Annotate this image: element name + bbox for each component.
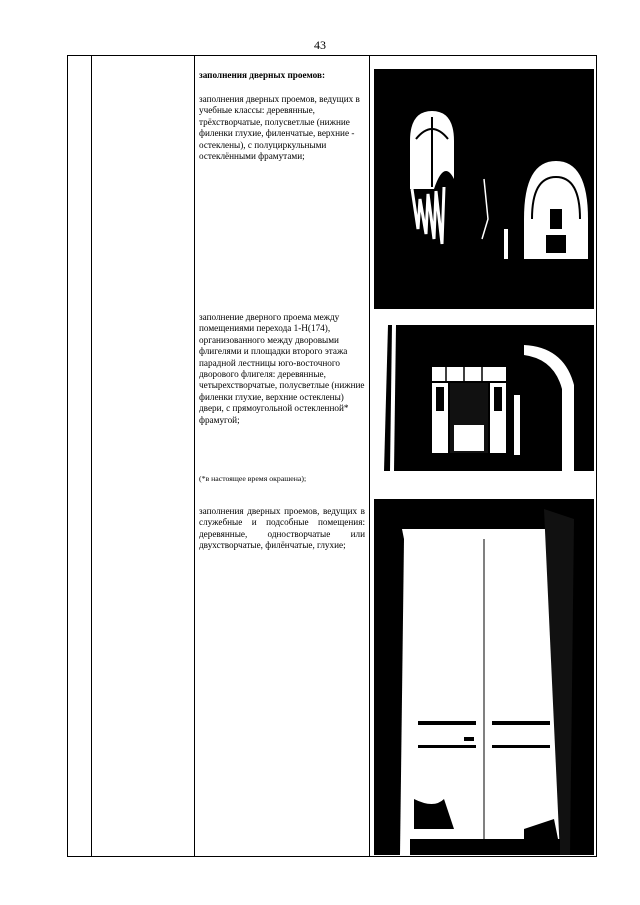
photo-service-doors	[374, 499, 594, 855]
row-2-description: заполнение дверного проема между помещениями перехода 1-Н(174), организованного между дворовыми флигелями и площадки второго этажа парадной лестницы юго-восточного дворового флигеля: деревянные, четырехстворчатые, полусветлые (нижние филенки глухие, верхние остеклены) двери, с прямоугольной остекленной* фрамугой;	[199, 312, 365, 425]
row-2-note: (*в настоящее время окрашена);	[199, 474, 307, 483]
row-1-description: заполнения дверных проемов, ведущих в учебные классы: деревянные, трёхстворчатые, полусветлые (нижние филенки глухие, филенчатые, верхние - остеклены), с полуциркульными остеклёнными фрамутами;	[199, 94, 360, 162]
column-divider	[91, 56, 92, 856]
document-table	[67, 55, 597, 857]
photo-passage-door	[374, 325, 594, 471]
row-3-description: заполнения дверных проемов, ведущих в служебные и подсобные помещения: деревянные, одностворчатые или двухстворчатые, филёнчатые, глухие;	[199, 506, 365, 551]
photo-classroom-doors	[374, 69, 594, 309]
column-divider	[369, 56, 370, 856]
section-heading: заполнения дверных проемов:	[199, 70, 326, 80]
column-divider	[194, 56, 195, 856]
page-number: 43	[314, 38, 326, 52]
